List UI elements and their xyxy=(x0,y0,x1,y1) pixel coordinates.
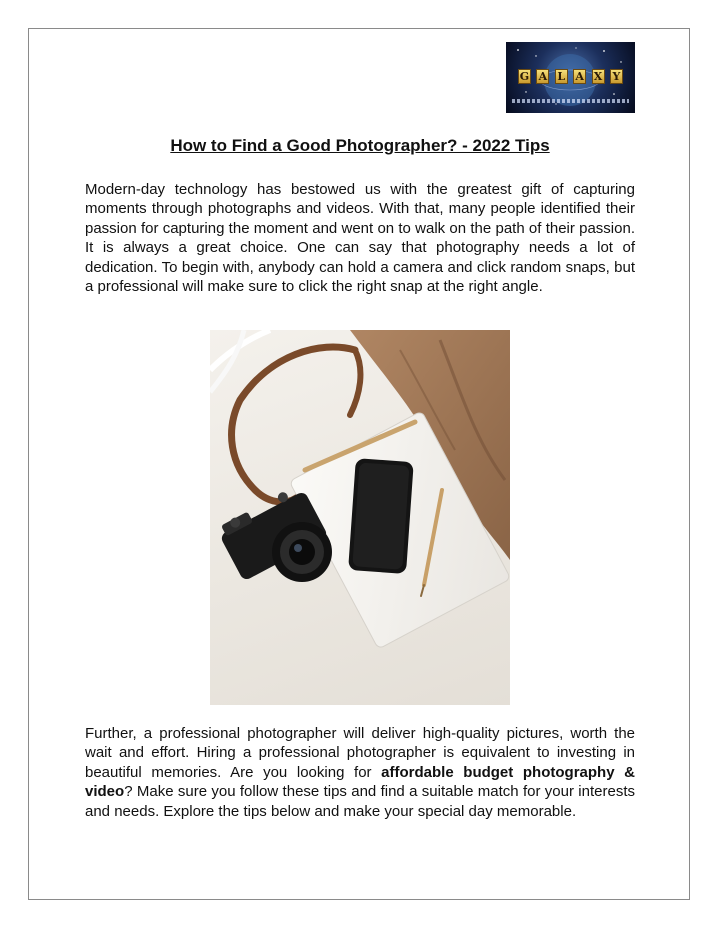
closing-text-part1: Further, a professional photographer will deliver high-quality pictures, worth the wait and effort. Hiring a professional photographer is equivalent to investing in beautiful memories. Are you looking for xyxy=(85,725,635,781)
logo-wordmark xyxy=(518,69,623,84)
affordable-photography-highlight: affordable budget photography & video xyxy=(85,763,635,801)
page-title: How to Find a Good Photographer? - 2022 Tips xyxy=(170,136,550,155)
closing-paragraph xyxy=(85,724,635,821)
logo-letter: L xyxy=(555,69,568,84)
logo-letter: Y xyxy=(610,69,623,84)
logo-letter: X xyxy=(592,69,605,84)
logo-letter: A xyxy=(573,69,586,84)
camera-flatlay-photo xyxy=(210,330,510,705)
logo-letter: G xyxy=(519,70,530,83)
closing-text-part2: ? Make sure you follow these tips and find a suitable match for your interests and needs. Explore the tips below and make your special day memorable. xyxy=(85,783,635,820)
logo-letter: A xyxy=(536,69,549,84)
intro-paragraph: Modern-day technology has bestowed us with the greatest gift of capturing moments through photographs and videos. With that, many people identified their passion for capturing the moment and went on to walk on the path of their passion. It is always a great choice. One can say that photography needs a lot of dedication. To begin with, anybody can hold a camera and click random snaps, but a professional will make sure to click the right snap at the right angle. xyxy=(85,181,635,296)
photo-illustration xyxy=(210,330,510,705)
logo-tagline-graphic xyxy=(512,99,629,103)
galaxy-logo xyxy=(506,42,635,113)
